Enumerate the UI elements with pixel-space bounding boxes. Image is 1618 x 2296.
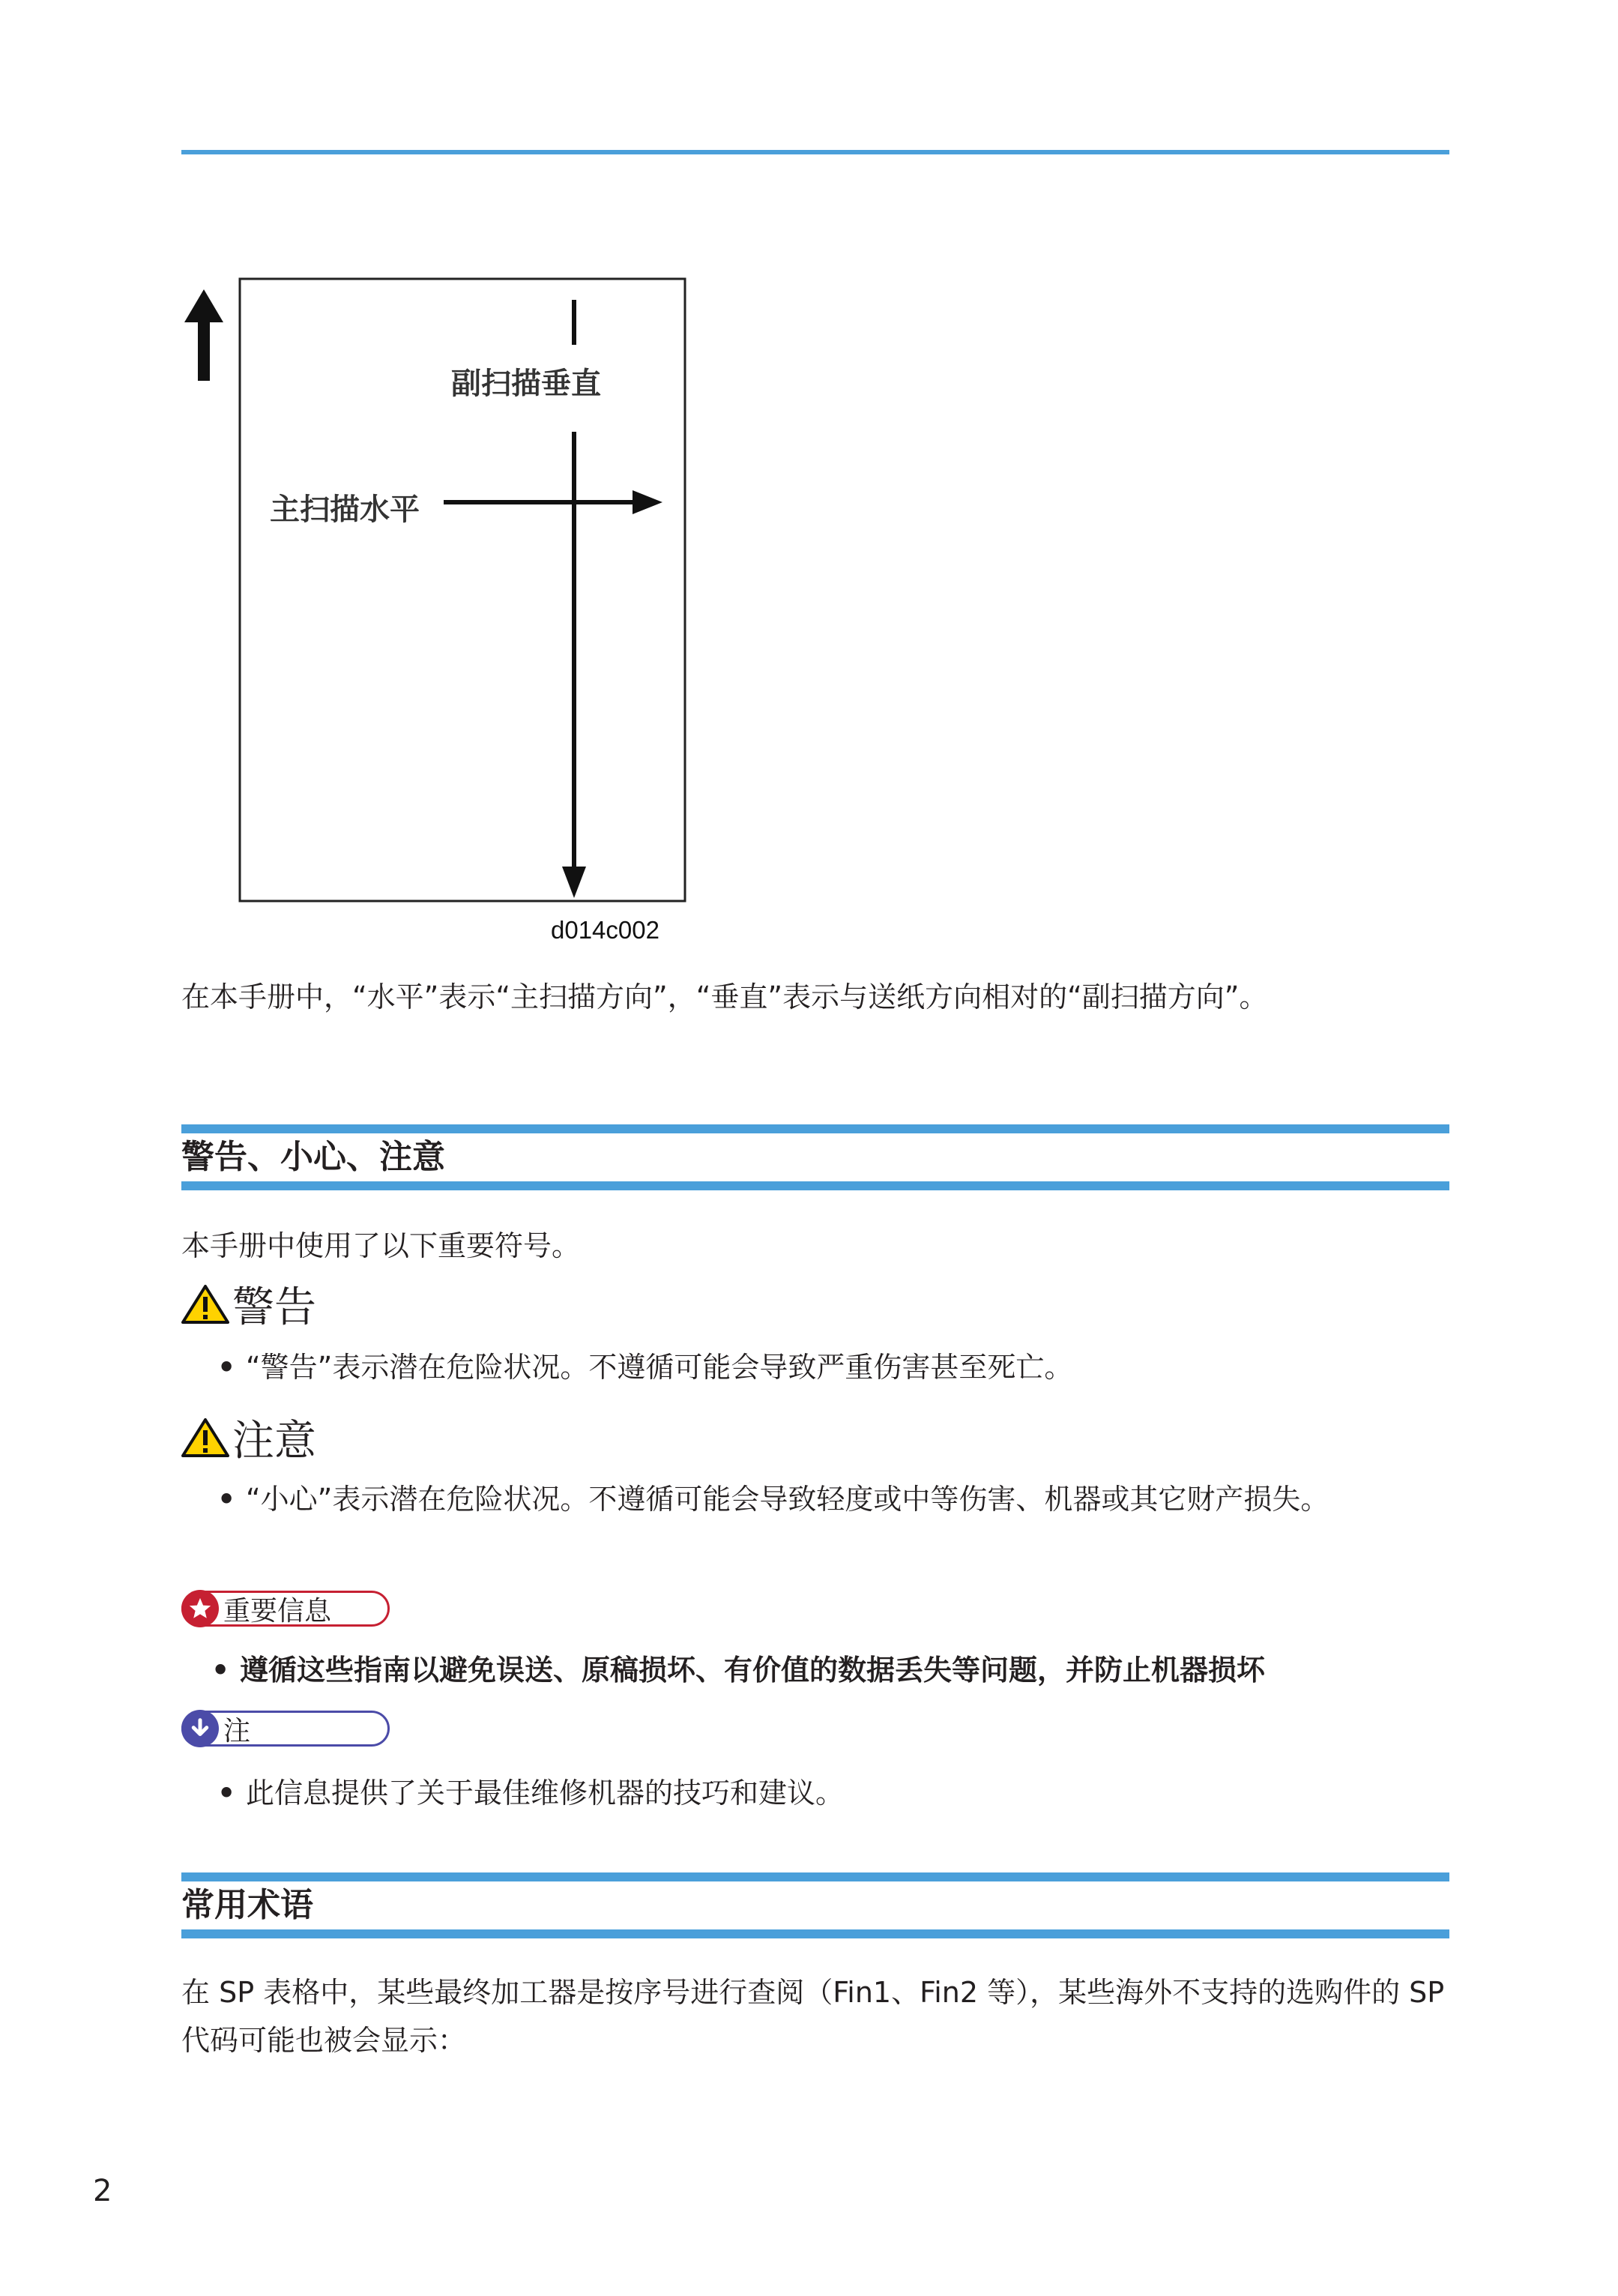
terms-paragraph: 在 SP 表格中，某些最终加工器是按序号进行查阅（Fin1、Fin2 等），某些海外不支持的选购件的 SP 代码可能也被会显示： xyxy=(181,1976,1445,2057)
caution-heading xyxy=(181,1408,316,1468)
section-terms-header xyxy=(181,1872,1449,1938)
intro-paragraph: 在本手册中，“水平”表示“主扫描方向”，“垂直”表示与送纸方向相对的“副扫描方向”。 xyxy=(181,980,1268,1013)
feed-direction-arrow-icon xyxy=(184,289,223,381)
vertical-label: 副扫描垂直 xyxy=(451,367,601,401)
scan-direction-diagram xyxy=(181,274,706,949)
important-label: 重要信息 xyxy=(223,1595,332,1627)
page-number: 2 xyxy=(93,2174,112,2208)
caution-bullet: • “小心”表示潜在危险状况。不遵循可能会导致轻度或中等伤害、机器或其它财产损失。 xyxy=(217,1475,1431,1523)
caution-triangle-icon xyxy=(181,1417,229,1459)
sub-scan-arrow-icon xyxy=(562,867,586,898)
section-title: 常用术语 xyxy=(181,1886,313,1924)
warning-text: “警告”表示潜在危险状况。不遵循可能会导致严重伤害甚至死亡。 xyxy=(246,1351,1073,1384)
section-warnings-header xyxy=(181,1124,1449,1190)
section-title: 警告、小心、注意 xyxy=(181,1138,445,1176)
scan-direction-figure xyxy=(181,274,706,949)
main-scan-arrow-icon xyxy=(633,490,662,514)
caution-text: “小心”表示潜在危险状况。不遵循可能会导致轻度或中等伤害、机器或其它财产损失。 xyxy=(246,1483,1329,1516)
figure-caption: d014c002 xyxy=(551,916,659,944)
note-label: 注 xyxy=(223,1715,251,1747)
warnings-intro: 本手册中使用了以下重要符号。 xyxy=(181,1229,581,1262)
header-rule xyxy=(181,150,1449,154)
star-icon xyxy=(181,1590,219,1627)
warning-bullet: • “警告”表示潜在危险状况。不遵循可能会导致严重伤害甚至死亡。 xyxy=(217,1343,1431,1391)
horizontal-label: 主扫描水平 xyxy=(270,492,420,527)
note-badge xyxy=(181,1711,390,1747)
note-bullet: • 此信息提供了关于最佳维修机器的技巧和建议。 xyxy=(217,1769,1431,1817)
warning-title: 警告 xyxy=(232,1283,316,1332)
important-bullet: • 遵循这些指南以避免误送、原稿损坏、有价值的数据丢失等问题，并防止机器损坏 xyxy=(211,1646,1425,1694)
important-text: 遵循这些指南以避免误送、原稿损坏、有价值的数据丢失等问题，并防止机器损坏 xyxy=(240,1654,1266,1687)
arrow-down-icon xyxy=(181,1710,219,1747)
note-text: 此信息提供了关于最佳维修机器的技巧和建议。 xyxy=(246,1777,845,1810)
warning-triangle-icon xyxy=(181,1283,229,1325)
important-badge xyxy=(181,1591,390,1627)
caution-title: 注意 xyxy=(232,1417,316,1465)
warning-heading xyxy=(181,1274,316,1334)
